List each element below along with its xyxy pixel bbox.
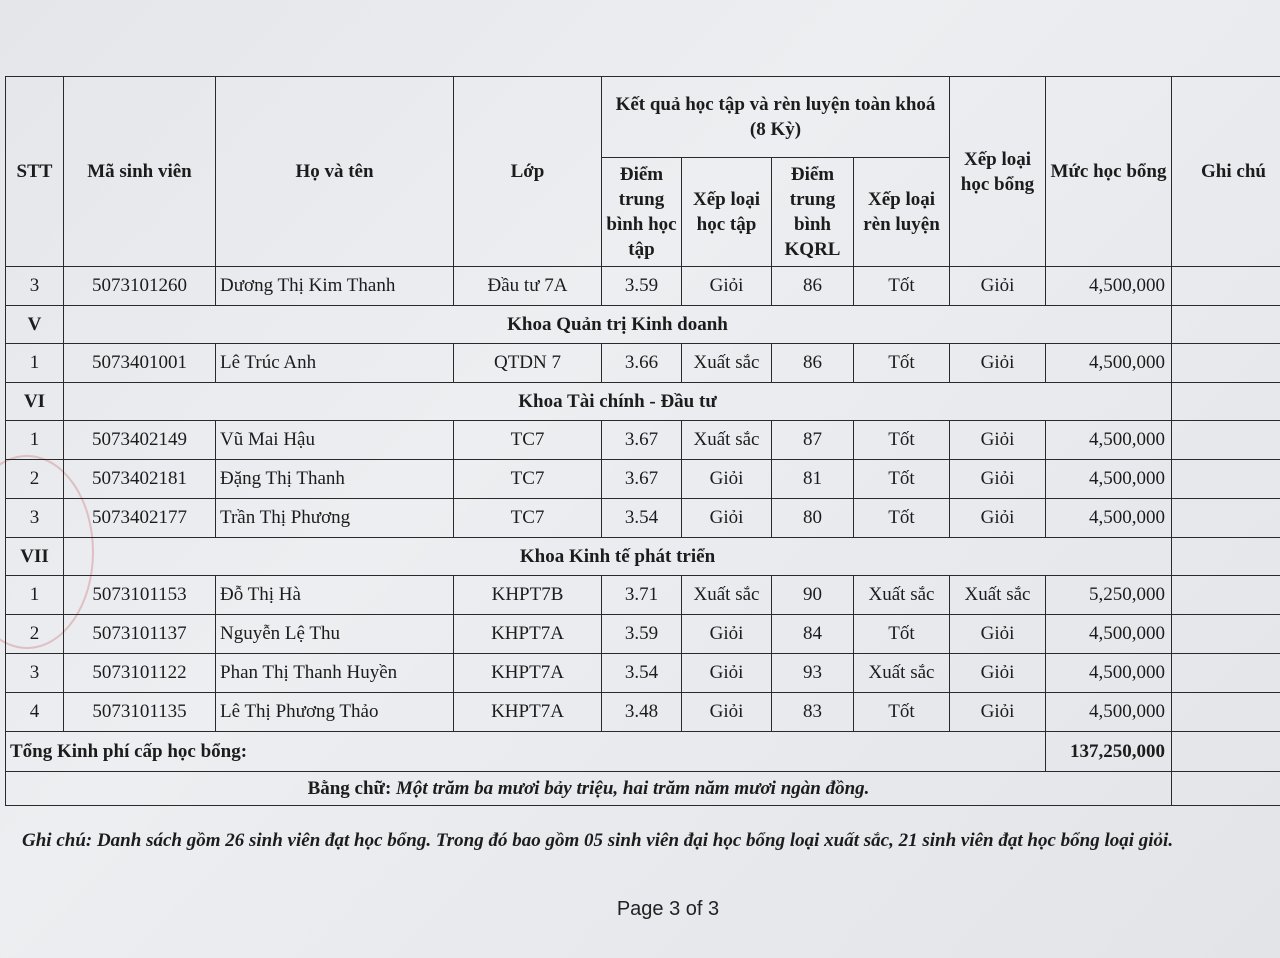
- cell-kqrl: 80: [772, 499, 854, 538]
- scholarship-table: [5, 76, 1280, 806]
- header-results-group: Kết quả học tập và rèn luyện toàn khoá (8 Kỳ): [602, 77, 950, 158]
- cell-name: Vũ Mai Hậu: [216, 421, 454, 460]
- words-note-cell: [1172, 772, 1280, 806]
- cell-student-id: 5073101260: [64, 267, 216, 306]
- cell-name: Nguyễn Lệ Thu: [216, 615, 454, 654]
- cell-class: Đầu tư 7A: [454, 267, 602, 306]
- cell-name: Đặng Thị Thanh: [216, 460, 454, 499]
- section-header-row: [6, 383, 1280, 421]
- cell-conduct-rank: Tốt: [854, 421, 950, 460]
- cell-conduct-rank: Xuất sắc: [854, 576, 950, 615]
- header-kqrl: Điểm trung bình KQRL: [772, 158, 854, 267]
- total-note-cell: [1172, 732, 1280, 772]
- cell-student-id: 5073401001: [64, 344, 216, 383]
- cell-conduct-rank: Tốt: [854, 499, 950, 538]
- table-row: [6, 576, 1280, 615]
- cell-note: [1172, 654, 1280, 693]
- cell-conduct-rank: Xuất sắc: [854, 654, 950, 693]
- header-full-name: Họ và tên: [216, 77, 454, 267]
- section-title: Khoa Kinh tế phát triển: [64, 538, 1172, 576]
- cell-name: Lê Thị Phương Thảo: [216, 693, 454, 732]
- cell-gpa: 3.71: [602, 576, 682, 615]
- cell-stt: 4: [6, 693, 64, 732]
- cell-amount: 4,500,000: [1046, 693, 1172, 732]
- cell-scholarship-rank: Giỏi: [950, 615, 1046, 654]
- cell-academic-rank: Giỏi: [682, 460, 772, 499]
- cell-stt: 1: [6, 421, 64, 460]
- cell-amount: 4,500,000: [1046, 267, 1172, 306]
- cell-amount: 4,500,000: [1046, 460, 1172, 499]
- cell-academic-rank: Xuất sắc: [682, 421, 772, 460]
- cell-gpa: 3.48: [602, 693, 682, 732]
- cell-kqrl: 87: [772, 421, 854, 460]
- cell-conduct-rank: Tốt: [854, 344, 950, 383]
- table-row: [6, 499, 1280, 538]
- table-row: [6, 460, 1280, 499]
- header-class: Lớp: [454, 77, 602, 267]
- total-value: 137,250,000: [1046, 732, 1172, 772]
- cell-conduct-rank: Tốt: [854, 460, 950, 499]
- cell-gpa: 3.54: [602, 654, 682, 693]
- cell-academic-rank: Giỏi: [682, 499, 772, 538]
- table-row: [6, 615, 1280, 654]
- cell-kqrl: 90: [772, 576, 854, 615]
- cell-amount: 4,500,000: [1046, 421, 1172, 460]
- cell-note: [1172, 615, 1280, 654]
- cell-scholarship-rank: Giỏi: [950, 421, 1046, 460]
- header-amount: Mức học bổng: [1046, 77, 1172, 267]
- cell-academic-rank: Xuất sắc: [682, 576, 772, 615]
- cell-amount: 4,500,000: [1046, 344, 1172, 383]
- cell-note: [1172, 576, 1280, 615]
- cell-note: [1172, 460, 1280, 499]
- cell-academic-rank: Giỏi: [682, 615, 772, 654]
- cell-stt: 3: [6, 654, 64, 693]
- total-row: [6, 732, 1280, 772]
- header-student-id: Mã sinh viên: [64, 77, 216, 267]
- cell-kqrl: 86: [772, 344, 854, 383]
- cell-kqrl: 86: [772, 267, 854, 306]
- cell-gpa: 3.59: [602, 267, 682, 306]
- cell-amount: 4,500,000: [1046, 654, 1172, 693]
- cell-conduct-rank: Tốt: [854, 615, 950, 654]
- cell-note: [1172, 267, 1280, 306]
- cell-student-id: 5073101135: [64, 693, 216, 732]
- cell-kqrl: 81: [772, 460, 854, 499]
- section-header-row: [6, 538, 1280, 576]
- cell-scholarship-rank: Giỏi: [950, 267, 1046, 306]
- cell-stt: 2: [6, 615, 64, 654]
- cell-student-id: 5073402177: [64, 499, 216, 538]
- cell-class: TC7: [454, 499, 602, 538]
- table-body: [6, 267, 1280, 732]
- cell-class: KHPT7A: [454, 654, 602, 693]
- cell-name: Lê Trúc Anh: [216, 344, 454, 383]
- section-title: Khoa Quản trị Kinh doanh: [64, 306, 1172, 344]
- header-stt: STT: [6, 77, 64, 267]
- table-row: [6, 267, 1280, 306]
- cell-amount: 5,250,000: [1046, 576, 1172, 615]
- cell-gpa: 3.54: [602, 499, 682, 538]
- table-row: [6, 344, 1280, 383]
- cell-academic-rank: Giỏi: [682, 267, 772, 306]
- cell-scholarship-rank: Giỏi: [950, 693, 1046, 732]
- section-numeral: VI: [6, 383, 64, 421]
- footnote: Ghi chú: Danh sách gồm 26 sinh viên đạt học bổng. Trong đó bao gồm 05 sinh viên đại học bổng loại xuất sắc, 21 sinh viên đạt học bổng loại giỏi.: [22, 830, 1174, 851]
- cell-gpa: 3.67: [602, 421, 682, 460]
- section-title: Khoa Tài chính - Đầu tư: [64, 383, 1172, 421]
- cell-gpa: 3.59: [602, 615, 682, 654]
- cell-name: Phan Thị Thanh Huyền: [216, 654, 454, 693]
- cell-amount: 4,500,000: [1046, 615, 1172, 654]
- words-value: Một trăm ba mươi bảy triệu, hai trăm năm mươi ngàn đồng.: [396, 777, 870, 799]
- header-note: Ghi chú: [1172, 77, 1280, 267]
- cell-amount: 4,500,000: [1046, 499, 1172, 538]
- words-label: Bằng chữ:: [307, 777, 392, 799]
- cell-class: TC7: [454, 460, 602, 499]
- cell-note: [1172, 499, 1280, 538]
- header-conduct-rank: Xếp loại rèn luyện: [854, 158, 950, 267]
- cell-gpa: 3.67: [602, 460, 682, 499]
- cell-note: [1172, 344, 1280, 383]
- cell-student-id: 5073101137: [64, 615, 216, 654]
- cell-class: QTDN 7: [454, 344, 602, 383]
- cell-stt: 2: [6, 460, 64, 499]
- amount-in-words: [6, 772, 1172, 806]
- cell-academic-rank: Giỏi: [682, 654, 772, 693]
- cell-note: [1172, 538, 1280, 576]
- cell-stt: 1: [6, 344, 64, 383]
- cell-student-id: 5073402181: [64, 460, 216, 499]
- page-number: Page 3 of 3: [616, 898, 720, 920]
- cell-name: Đỗ Thị Hà: [216, 576, 454, 615]
- cell-student-id: 5073101153: [64, 576, 216, 615]
- cell-note: [1172, 306, 1280, 344]
- cell-scholarship-rank: Xuất sắc: [950, 576, 1046, 615]
- cell-stt: 1: [6, 576, 64, 615]
- cell-name: Trần Thị Phương: [216, 499, 454, 538]
- header-gpa: Điểm trung bình học tập: [602, 158, 682, 267]
- cell-academic-rank: Xuất sắc: [682, 344, 772, 383]
- section-header-row: [6, 306, 1280, 344]
- cell-student-id: 5073402149: [64, 421, 216, 460]
- section-numeral: VII: [6, 538, 64, 576]
- cell-name: Dương Thị Kim Thanh: [216, 267, 454, 306]
- cell-note: [1172, 693, 1280, 732]
- total-label: Tổng Kinh phí cấp học bổng:: [6, 732, 1046, 772]
- header-scholarship-rank: Xếp loại học bổng: [950, 77, 1046, 267]
- cell-note: [1172, 383, 1280, 421]
- section-numeral: V: [6, 306, 64, 344]
- cell-kqrl: 84: [772, 615, 854, 654]
- cell-scholarship-rank: Giỏi: [950, 499, 1046, 538]
- cell-kqrl: 83: [772, 693, 854, 732]
- cell-academic-rank: Giỏi: [682, 693, 772, 732]
- cell-conduct-rank: Tốt: [854, 693, 950, 732]
- cell-kqrl: 93: [772, 654, 854, 693]
- cell-stt: 3: [6, 499, 64, 538]
- cell-class: KHPT7A: [454, 615, 602, 654]
- header-academic-rank: Xếp loại học tập: [682, 158, 772, 267]
- cell-scholarship-rank: Giỏi: [950, 460, 1046, 499]
- amount-in-words-row: [6, 772, 1280, 806]
- cell-stt: 3: [6, 267, 64, 306]
- table-row: [6, 421, 1280, 460]
- table-row: [6, 693, 1280, 732]
- cell-class: KHPT7B: [454, 576, 602, 615]
- cell-note: [1172, 421, 1280, 460]
- cell-scholarship-rank: Giỏi: [950, 344, 1046, 383]
- cell-student-id: 5073101122: [64, 654, 216, 693]
- table-row: [6, 654, 1280, 693]
- cell-conduct-rank: Tốt: [854, 267, 950, 306]
- cell-class: KHPT7A: [454, 693, 602, 732]
- cell-gpa: 3.66: [602, 344, 682, 383]
- cell-class: TC7: [454, 421, 602, 460]
- cell-scholarship-rank: Giỏi: [950, 654, 1046, 693]
